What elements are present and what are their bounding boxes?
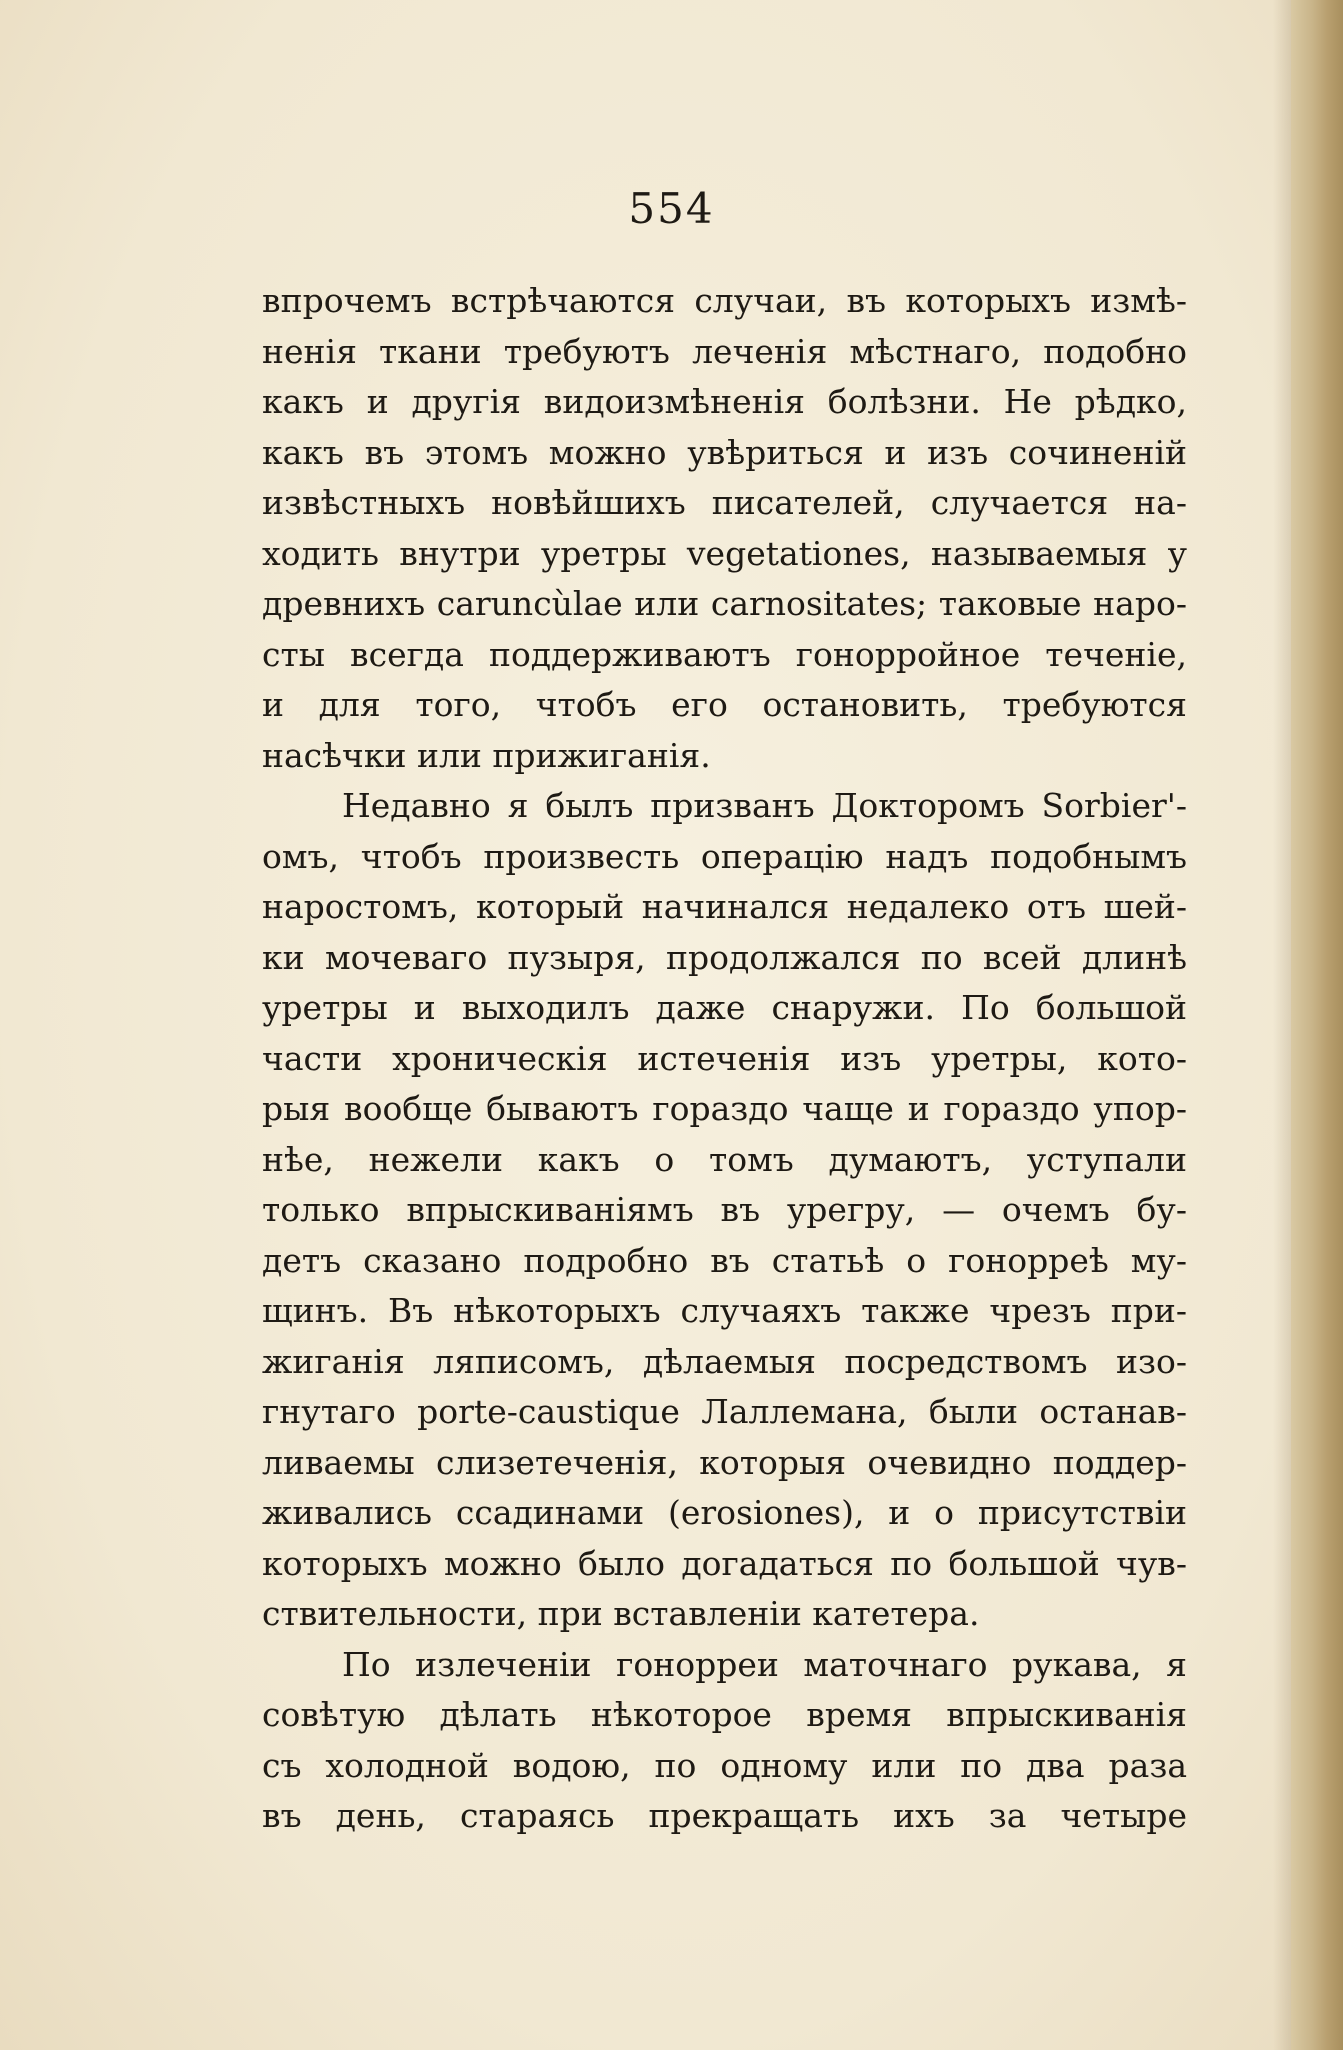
text-line: щинъ. Въ нѣкоторыхъ случаяхъ также чрезъ при- xyxy=(262,1291,1187,1330)
page-edge xyxy=(1291,0,1343,2050)
text-line: рыя вообще бываютъ гораздо чаще и гораздо упор- xyxy=(262,1089,1187,1128)
text-line: совѣтую дѣлать нѣкоторое время впрыскиванія xyxy=(262,1695,1187,1734)
text-line: извѣстныхъ новѣйшихъ писателей, случается на- xyxy=(262,483,1187,522)
text-line: гнутаго porte-caustique Лаллемана, были останав- xyxy=(262,1392,1187,1431)
text-line: По излеченіи гонорреи маточнаго рукава, я xyxy=(342,1644,1187,1684)
page-edge-shadow xyxy=(1273,0,1291,2050)
text-line: нѣе, нежели какъ о томъ думаютъ, уступали xyxy=(262,1139,1187,1179)
text-line: живались ссадинами (erosiones), и о присутствіи xyxy=(262,1493,1187,1532)
page-number: 554 xyxy=(628,184,715,233)
text-line: части хроническія истеченія изъ уретры, кото- xyxy=(262,1038,1187,1078)
text-line: детъ сказано подробно въ статьѣ о гонорреѣ му- xyxy=(262,1240,1187,1280)
text-line: ки мочеваго пузыря, продолжался по всей длинѣ xyxy=(262,937,1187,977)
text-line: впрочемъ встрѣчаются случаи, въ которыхъ измѣ- xyxy=(262,281,1187,320)
text-line: ненія ткани требуютъ леченія мѣстнаго, подобно xyxy=(262,331,1187,371)
text-line: насѣчки или прижиганія. xyxy=(262,735,711,775)
text-line: въ день, стараясь прекращать ихъ за четыре xyxy=(262,1796,1187,1835)
text-line: ливаемы слизетеченія, которыя очевидно поддер- xyxy=(262,1442,1187,1482)
text-line: только впрыскиваніямъ въ урегру, — очемъ бу- xyxy=(262,1190,1187,1229)
text-line: ствительности, при вставленіи катетера. xyxy=(262,1594,980,1633)
text-line: Недавно я былъ призванъ Докторомъ Sorbier'- xyxy=(342,786,1187,825)
text-line: сты всегда поддерживаютъ гонорройное теченіе, xyxy=(262,634,1187,674)
body-text xyxy=(262,276,1187,1842)
paragraph-2 xyxy=(262,781,1187,1640)
text-line: какъ въ этомъ можно увѣриться и изъ сочиненій xyxy=(262,432,1187,472)
text-line: ходить внутри уретры vegetationes, называемыя у xyxy=(262,533,1187,573)
text-line: омъ, чтобъ произвесть операцію надъ подобнымъ xyxy=(262,836,1187,876)
paragraph-1 xyxy=(262,276,1187,781)
text-line: древнихъ caruncùlae или carnositates; таковые наро- xyxy=(262,584,1187,623)
text-line: наростомъ, который начинался недалеко отъ шей- xyxy=(262,887,1187,926)
paragraph-3 xyxy=(262,1640,1187,1842)
text-line: какъ и другія видоизмѣненія болѣзни. Не рѣдко, xyxy=(262,382,1187,421)
text-line: съ холодной водою, по одному или по два раза xyxy=(262,1745,1187,1785)
text-line: жиганія ляписомъ, дѣлаемыя посредствомъ изо- xyxy=(262,1341,1187,1381)
text-line: уретры и выходилъ даже снаружи. По большой xyxy=(262,988,1187,1027)
text-line: которыхъ можно было догадаться по большой чув- xyxy=(262,1543,1187,1583)
text-line: и для того, чтобъ его остановить, требуются xyxy=(262,685,1187,724)
